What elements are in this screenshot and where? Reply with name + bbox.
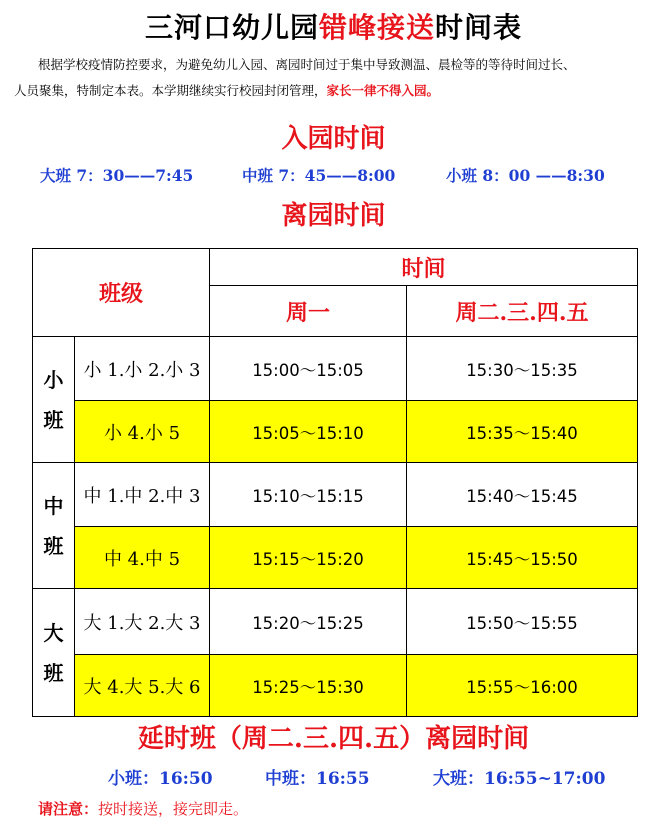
table-row-mon: 15:20～15:25 [210, 589, 407, 655]
time-header: 时间 [210, 249, 638, 286]
table-row-rest: 15:30～15:35 [407, 337, 638, 401]
table-row-mon: 15:00～15:05 [210, 337, 407, 401]
table-row-classes: 大 4.大 5.大 6 [75, 655, 210, 717]
notice-label: 请注意： [38, 800, 99, 818]
departure-table [32, 248, 638, 717]
intro-line-2 [14, 78, 439, 104]
table-row-rest: 15:55～16:00 [407, 655, 638, 717]
arrival-large: 大班 7：30——7:45 [40, 166, 194, 185]
class-header: 班级 [33, 249, 210, 337]
extended-middle: 中班：16:55 [265, 769, 370, 789]
title-suffix: 时间表 [435, 11, 523, 44]
arrival-small: 小班 8：00 ——8:30 [446, 166, 605, 185]
arrival-heading: 入园时间 [281, 124, 386, 154]
table-row-classes: 中 4.中 5 [75, 527, 210, 589]
departure-heading: 离园时间 [281, 201, 386, 231]
table-row-rest: 15:50～15:55 [407, 589, 638, 655]
title-school: 三河口幼儿园 [144, 11, 319, 44]
table-row-rest: 15:35～15:40 [407, 401, 638, 463]
col-tue-fri: 周二.三.四.五 [407, 286, 638, 337]
group-middle: 中 班 [33, 463, 75, 589]
intro-emphasis: 家长一律不得入园。 [326, 83, 440, 98]
intro-line-2-text: 人员聚集，特制定本表。本学期继续实行校园封闭管理， [14, 83, 327, 98]
notice-text: 按时接送，接完即走。 [98, 800, 249, 818]
table-row-classes: 中 1.中 2.中 3 [75, 463, 210, 527]
extended-heading: 延时班（周二.三.四.五）离园时间 [137, 724, 530, 754]
group-small: 小 班 [33, 337, 75, 463]
table-row-rest: 15:45～15:50 [407, 527, 638, 589]
table-row-classes: 大 1.大 2.大 3 [75, 589, 210, 655]
table-row-classes: 小 1.小 2.小 3 [75, 337, 210, 401]
page-title [0, 6, 667, 46]
table-row-rest: 15:40～15:45 [407, 463, 638, 527]
intro-line-1: 根据学校疫情防控要求，为避免幼儿入园、离园时间过于集中导致测温、晨检等的等待时间过长、 [38, 57, 576, 72]
notice [38, 798, 248, 819]
table-row-classes: 小 4.小 5 [75, 401, 210, 463]
table-row-mon: 15:05～15:10 [210, 401, 407, 463]
extended-large: 大班：16:55~17:00 [433, 769, 606, 789]
table-row-mon: 15:15～15:20 [210, 527, 407, 589]
title-highlight: 错峰接送 [318, 11, 435, 44]
group-large: 大 班 [33, 589, 75, 717]
table-row-mon: 15:10～15:15 [210, 463, 407, 527]
extended-small: 小班：16:50 [108, 769, 213, 789]
table-row-mon: 15:25～15:30 [210, 655, 407, 717]
arrival-middle: 中班 7：45——8:00 [242, 166, 396, 185]
col-monday: 周一 [210, 286, 407, 337]
